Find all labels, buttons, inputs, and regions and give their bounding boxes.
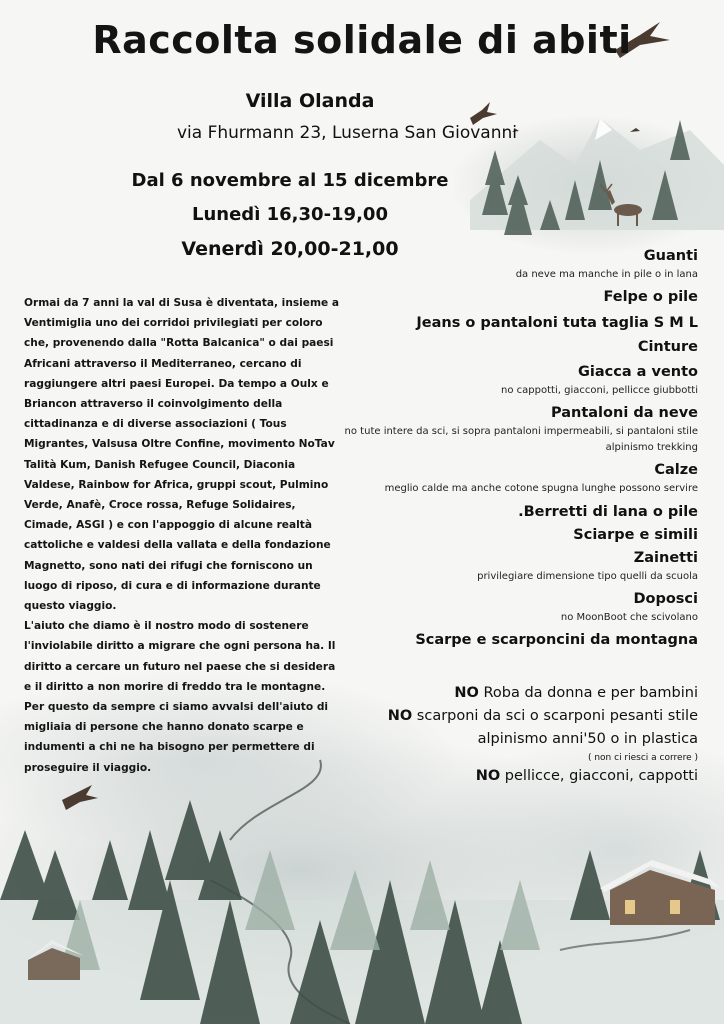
item-note: no MoonBoot che scivolano bbox=[560, 612, 698, 623]
story-text bbox=[24, 293, 342, 778]
item-name: Scarpe e scarponcini da montagna bbox=[415, 632, 698, 648]
schedule-friday: Venerdì 20,00-21,00 bbox=[181, 238, 399, 260]
item-name: Pantaloni da neve bbox=[551, 405, 698, 421]
story-paragraph: Ormai da 7 anni la val di Susa è diventata, insieme a Ventimiglia uno dei corridoi privilegiati per coloro che, provenendo dalla "Rotta Balcanica" o dai paesi Africani attraverso il Mediterraneo, cercano di raggiungere altri paesi Europei. Da tempo a Oulx e Briancon attraverso il coinvolgimento della cittadinanza e di diverse associazioni ( Tous Migrantes, Valsusa Oltre Confine, movimento NoTav Talità Kum, Danish Refugee Council, Diaconia Valdese, Rainbow for Africa, gruppi scout, Pulmino Verde, Anafè, Croce rossa, Refuge Solidaires, Cimade, ASGI ) e con l'appoggio di alcune realtà cattoliche e valdesi della vallata e della fondazione Magnetto, sono nati dei rifugi che forniscono un luogo di riposo, di cura e di informazione durante questo viaggio. bbox=[24, 297, 340, 613]
no-label: NO bbox=[387, 708, 413, 724]
item-name: Felpe o pile bbox=[603, 289, 698, 305]
exclusion-item: NO pellicce, giacconi, cappotti bbox=[475, 768, 698, 784]
item-name: Sciarpe e simili bbox=[573, 527, 698, 543]
item-note: no tute intere da sci, si sopra pantaloni impermeabili, si pantaloni stile alpinismo trekking bbox=[344, 426, 698, 453]
venue-address: via Fhurmann 23, Luserna San Giovanni bbox=[177, 123, 517, 143]
item-note: da neve ma manche in pile o in lana bbox=[515, 269, 698, 280]
story-paragraph: Per questo da sempre ci siamo avvalsi dell'aiuto di migliaia di persone che hanno donato scarpe e indumenti a chi ne ha bisogno per permettere di proseguire il viaggio. bbox=[24, 701, 329, 774]
item-note: no cappotti, giacconi, pellicce giubbotti bbox=[501, 385, 698, 396]
venue-name: Villa Olanda bbox=[245, 90, 375, 112]
item-note: privilegiare dimensione tipo quelli da scuola bbox=[477, 571, 698, 582]
item-name: Zainetti bbox=[633, 550, 698, 566]
schedule-monday: Lunedì 16,30-19,00 bbox=[192, 204, 388, 225]
item-name: Guanti bbox=[643, 248, 698, 264]
item-name: .Berretti di lana o pile bbox=[518, 504, 698, 520]
item-name: Jeans o pantaloni tuta taglia S M L bbox=[416, 315, 698, 331]
item-name: Doposci bbox=[633, 591, 698, 607]
exclusion-item: NO Roba da donna e per bambini bbox=[454, 685, 698, 701]
no-label: NO bbox=[475, 768, 501, 784]
story-paragraph: L'aiuto che diamo è il nostro modo di sostenere l'inviolabile diritto a migrare che ogni persona ha. Il diritto a cercare un futuro nel paese che si desidera e il diritto a non morire di freddo tra le montagne. bbox=[24, 620, 336, 693]
exclusion-note: ( non ci riesci a correre ) bbox=[587, 753, 698, 763]
donation-items-list bbox=[298, 245, 698, 651]
item-name: Cinture bbox=[637, 339, 698, 355]
item-name: Giacca a vento bbox=[577, 364, 698, 380]
item-name: Calze bbox=[654, 462, 698, 478]
exclusion-item: NO scarponi da sci o scarponi pesanti stile alpinismo anni'50 o in plastica bbox=[387, 708, 698, 747]
item-note: meglio calde ma anche cotone spugna lunghe possono servire bbox=[384, 483, 698, 494]
exclusions-list bbox=[338, 682, 698, 788]
date-range: Dal 6 novembre al 15 dicembre bbox=[131, 170, 449, 191]
no-label: NO bbox=[454, 685, 479, 701]
page-title: Raccolta solidale di abiti bbox=[92, 18, 632, 62]
